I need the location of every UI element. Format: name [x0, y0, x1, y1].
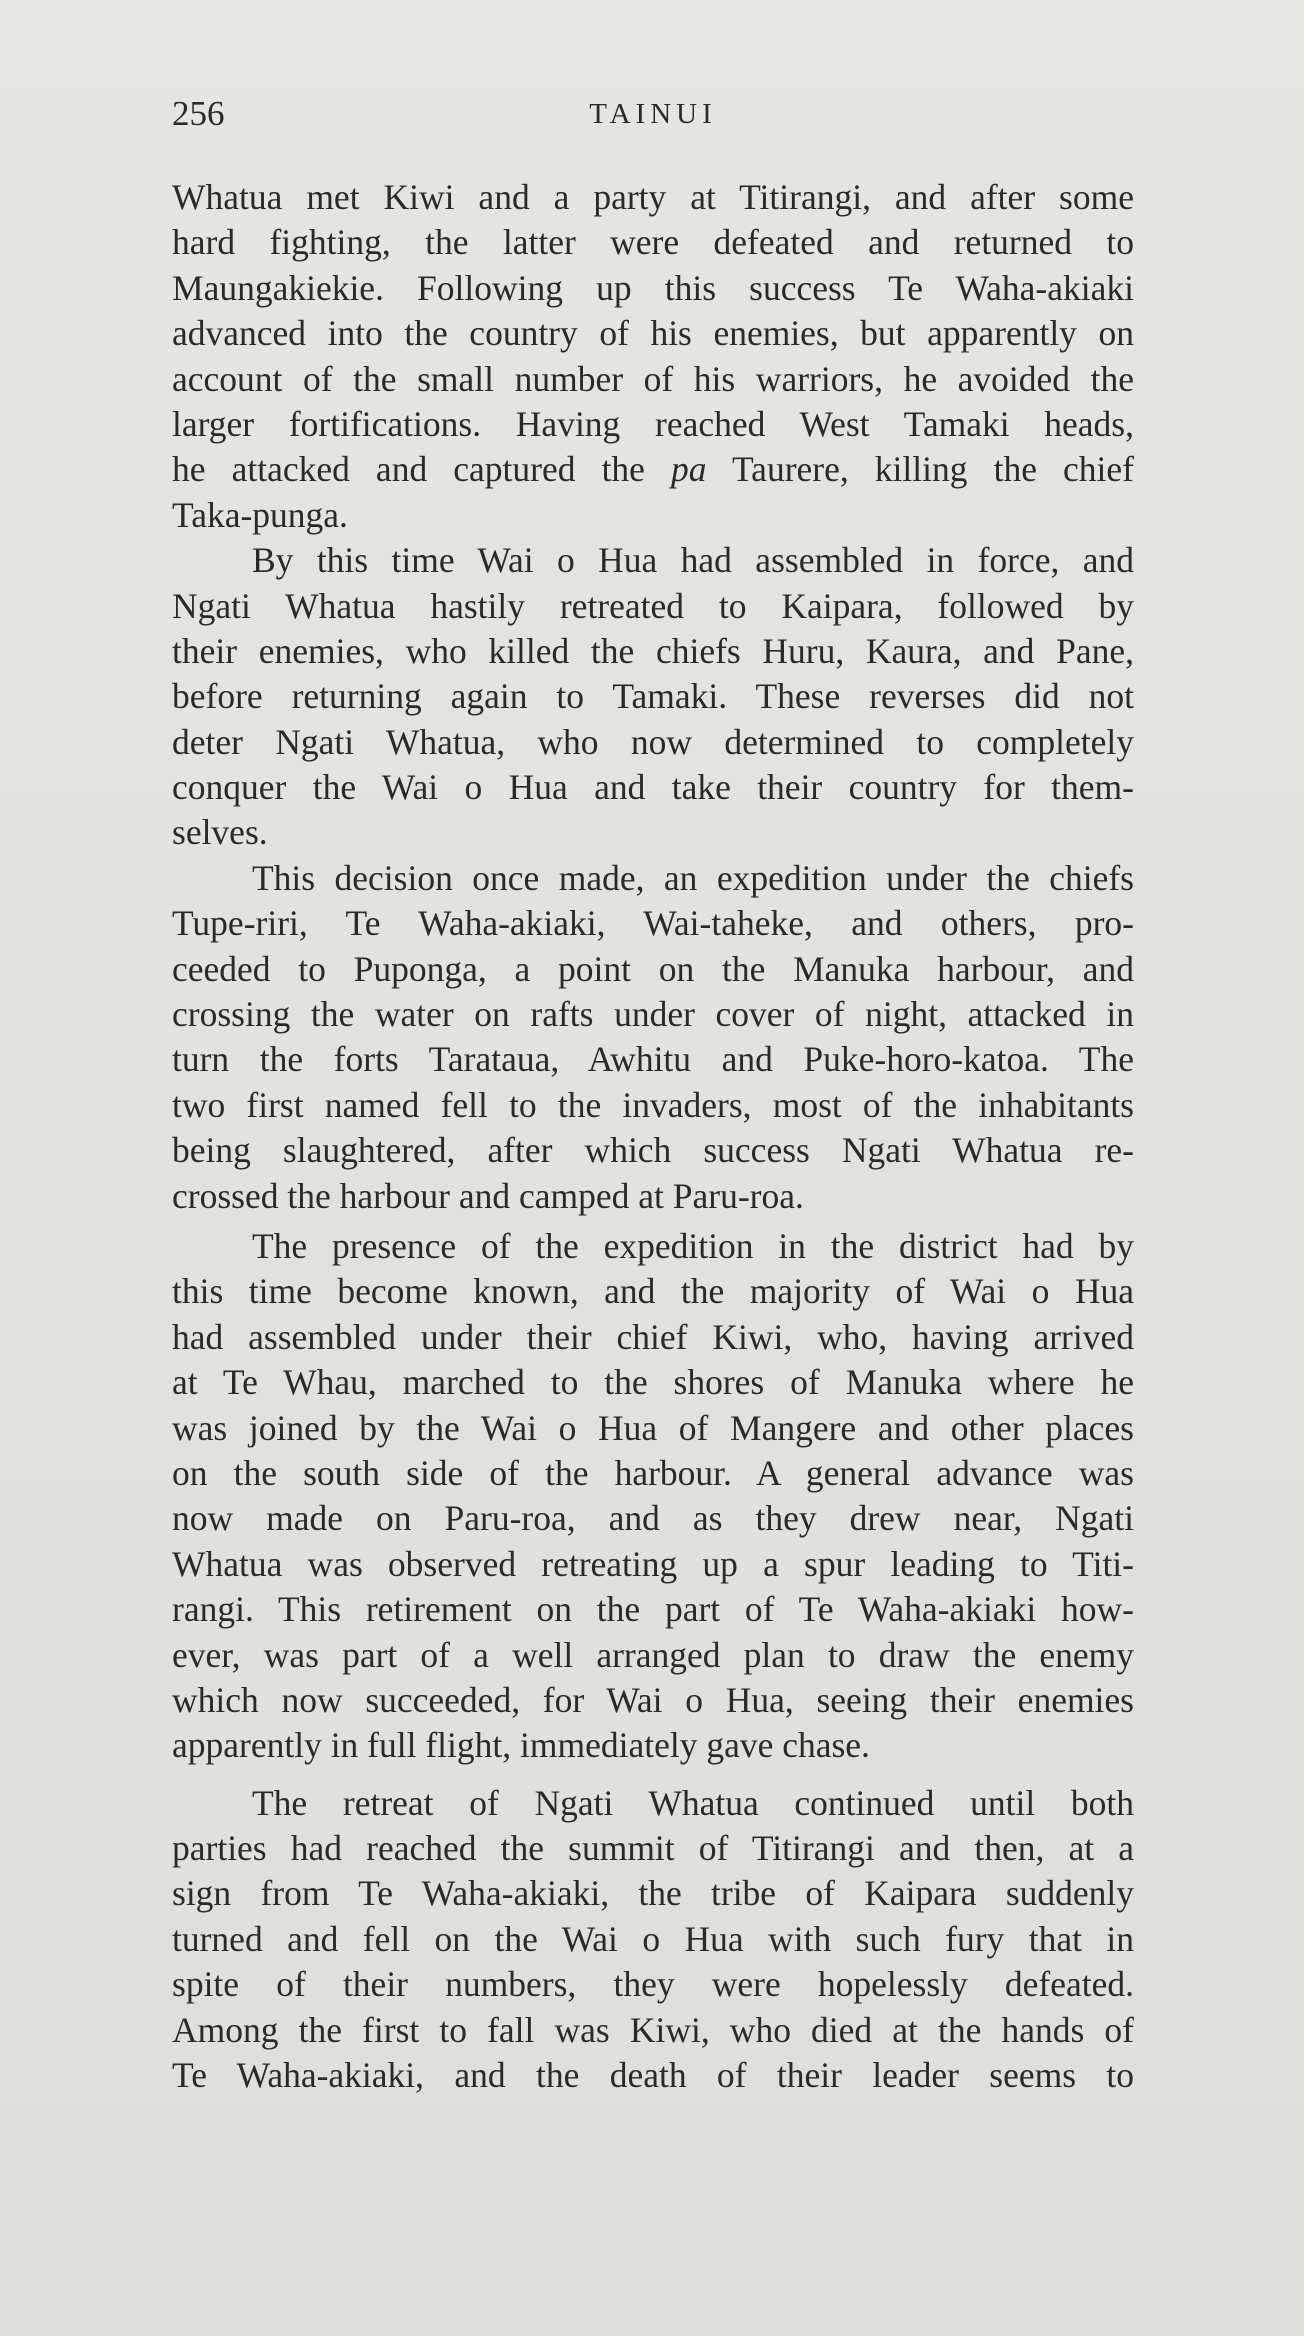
running-head — [172, 92, 1134, 136]
text-line: Ngati Whatua hastily retreated to Kaipara, followed by — [172, 585, 1134, 626]
text-line: Whatua met Kiwi and a party at Titirangi, and after some — [172, 177, 1134, 217]
text-line: Among the first to fall was Kiwi, who died at the hands of — [172, 2009, 1134, 2050]
text-line: had assembled under their chief Kiwi, who, having arrived — [172, 1316, 1134, 1357]
paragraph — [172, 175, 1134, 538]
text-line: sign from Te Waha-akiaki, the tribe of Kaipara suddenly — [172, 1873, 1134, 1914]
text-line: Tupe-riri, Te Waha-akiaki, Wai-taheke, and others, pro- — [172, 903, 1134, 944]
text-run: he attacked and captured the — [172, 449, 672, 490]
paragraph-spacer — [172, 1769, 1134, 1781]
text-line: parties had reached the summit of Titirangi and then, at a — [172, 1828, 1134, 1869]
text-line: on the south side of the harbour. A general advance was — [172, 1452, 1134, 1493]
text-line: ever, was part of a well arranged plan to draw the enemy — [172, 1634, 1134, 1675]
text-line: conquer the Wai o Hua and take their country for them- — [172, 767, 1134, 808]
text-line — [172, 447, 1134, 492]
text-line: selves. — [172, 812, 268, 853]
text-run: Taurere, killing the chief — [706, 449, 1135, 490]
body-text — [172, 175, 1134, 2098]
paragraph — [172, 856, 1134, 1219]
text-line: their enemies, who killed the chiefs Huru, Kaura, and Pane, — [172, 630, 1134, 671]
text-line: now made on Paru-roa, and as they drew near, Ngati — [172, 1498, 1134, 1539]
text-line: ceeded to Puponga, a point on the Manuka harbour, and — [172, 948, 1134, 989]
text-line: this time become known, and the majority of Wai o Hua — [172, 1271, 1134, 1312]
text-line: crossing the water on rafts under cover of night, attacked in — [172, 994, 1134, 1035]
text-line: Maungakiekie. Following up this success Te Waha-akiaki — [172, 267, 1134, 308]
text-line: This decision once made, an expedition under the chiefs — [252, 857, 1134, 898]
text-line: advanced into the country of his enemies, but apparently on — [172, 313, 1134, 354]
text-line: was joined by the Wai o Hua of Mangere and other places — [172, 1407, 1134, 1448]
text-line: account of the small number of his warriors, he avoided the — [172, 358, 1134, 399]
text-line: which now succeeded, for Wai o Hua, seeing their enemies — [172, 1679, 1134, 1720]
text-line: being slaughtered, after which success Ngati Whatua re- — [172, 1130, 1134, 1171]
text-line: before returning again to Tamaki. These reverses did not — [172, 676, 1134, 717]
text-line: By this time Wai o Hua had assembled in force, and — [252, 540, 1134, 581]
running-title: TAINUI — [589, 98, 717, 130]
text-line: Taka-punga. — [172, 494, 348, 535]
text-line: at Te Whau, marched to the shores of Manuka where he — [172, 1362, 1134, 1403]
text-line: turned and fell on the Wai o Hua with such fury that in — [172, 1918, 1134, 1959]
text-line: spite of their numbers, they were hopelessly defeated. — [172, 1964, 1134, 2005]
text-line: rangi. This retirement on the part of Te Waha-akiaki how- — [172, 1589, 1134, 1630]
paragraph — [172, 1224, 1134, 1769]
text-line: turn the forts Tarataua, Awhitu and Puke-horo-katoa. The — [172, 1039, 1134, 1080]
paragraph — [172, 1781, 1134, 2099]
text-line: The presence of the expedition in the district had by — [252, 1225, 1134, 1266]
page-number: 256 — [172, 94, 225, 133]
text-line: crossed the harbour and camped at Paru-roa. — [172, 1175, 804, 1216]
text-line: Te Waha-akiaki, and the death of their leader seems to — [172, 2055, 1134, 2096]
text-line: hard fighting, the latter were defeated and returned to — [172, 222, 1134, 263]
text-line: deter Ngati Whatua, who now determined to completely — [172, 721, 1134, 762]
paragraph — [172, 538, 1134, 856]
text-line: The retreat of Ngati Whatua continued until both — [252, 1782, 1134, 1823]
text-line: two first named fell to the invaders, most of the inhabitants — [172, 1084, 1134, 1125]
text-line: apparently in full flight, immediately gave chase. — [172, 1725, 870, 1766]
text-line: Whatua was observed retreating up a spur leading to Titi- — [172, 1543, 1134, 1584]
italic-term: pa — [671, 449, 707, 490]
text-line: larger fortifications. Having reached West Tamaki heads, — [172, 403, 1134, 444]
